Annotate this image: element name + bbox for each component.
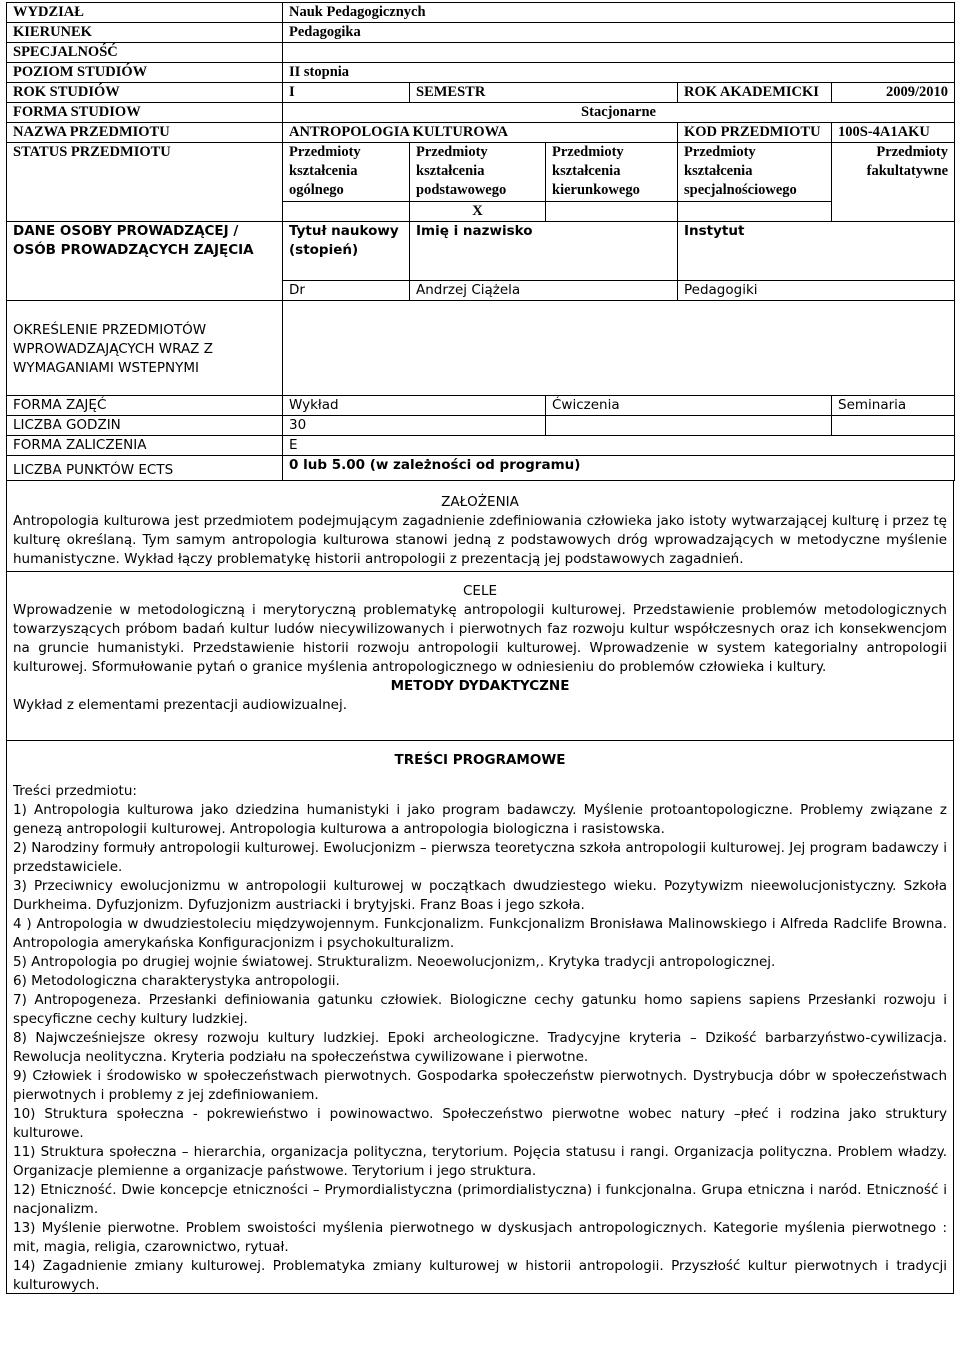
nazwa-value: ANTROPOLOGIA KULTUROWA (283, 123, 678, 143)
tresci-item-9: 9) Człowiek i środowisko w społeczeństwach pierwotnych. Gospodarka społeczeństw pierwotnych. Dystrybucja dóbr w społeczeństwach pierwotnych i problemy z jej zdefiniowaniem. (13, 1068, 947, 1103)
metody-title: METODY DYDAKTYCZNE (390, 678, 570, 694)
zaliczenia-label: FORMA ZALICZENIA (7, 436, 283, 456)
kod-label: KOD PRZEDMIOTU (678, 123, 832, 143)
cwiczenia-label: Ćwiczenia (546, 396, 832, 416)
wydzial-value: Nauk Pedagogicznych (283, 3, 955, 23)
imie-value: Andrzej Ciążela (410, 281, 678, 301)
wyklad-label: Wykład (283, 396, 546, 416)
tresci-item-14: 14) Zagadnienie zmiany kulturowej. Problematyka zmiany kulturowej w historii antropologii. Przyszłość kultur pierwotnych i tradycji kulturowych. (13, 1258, 947, 1293)
status-specjalnosciowe: Przedmioty kształcenia specjalnościowego (678, 143, 832, 202)
poziom-label: POZIOM STUDIÓW (7, 63, 283, 83)
tresci-item-6: 6) Metodologiczna charakterystyka antropologii. (13, 973, 340, 989)
forma-zajec-label: FORMA ZAJĘĆ (7, 396, 283, 416)
tresci-item-11: 11) Struktura społeczna – hierarchia, organizacja polityczna, terytorium. Pojęcia statusu i rangi. Organizacja polityczna. Problem władzy. Organizacje plemienne a organizacje państwowe. Terytorium i jego struktura. (13, 1144, 947, 1179)
tresci-item-4: 4 ) Antropologia w dwudziestoleciu międzywojennym. Funkcjonalizm. Funkcjonalizm Bronisława Malinowskiego i Alfreda Radclife Browna. Antropologia amerykańska Konfiguracjonizm i psychokulturalizm. (13, 916, 947, 951)
osoby-label: DANE OSOBY PROWADZĄCEJ / OSÓB PROWADZĄCYCH ZAJĘCIA (7, 222, 283, 301)
kierunek-label: KIERUNEK (7, 23, 283, 43)
rok-akad-value: 2009/2010 (832, 83, 955, 103)
wydzial-label: WYDZIAŁ (7, 3, 283, 23)
okreslenie-label: OKREŚLENIE PRZEDMIOTÓW WPROWADZAJĄCYCH WRAZ Z WYMAGANIAMI WSTEPNYMI (7, 301, 283, 396)
tresci-item-3: 3) Przeciwnicy ewolucjonizmu w antropologii kulturowej w początkach dwudziestego wieku. Pozytywizm nieewolucjonistyczny. Szkoła Durkheima. Dyfuzjonizm. Dyfuzjonizm austriacki i brytyjski. Franz Boas i jego szkoła. (13, 878, 947, 913)
instytut-value: Pedagogiki (678, 281, 955, 301)
tytul-label: Tytuł naukowy (stopień) (283, 222, 410, 281)
godzin-value: 30 (283, 416, 546, 436)
tresci-item-8: 8) Najwcześniejsze okresy rozwoju kultury ludzkiej. Epoki archeologiczne. Tradycyjne kryteria – Dzikość barbarzyństwo-cywilizacja. Rewolucja neolityczna. Kryteria podziału na społeczeństwa cywilizowane i pierwotne. (13, 1030, 947, 1065)
tresci-item-2: 2) Narodziny formuły antropologii kulturowej. Ewolucjonizm – pierwsza teoretyczna szkoła antropologii kulturowej. Jej program badawczy i przedstawiciele. (13, 840, 947, 875)
ects-label: LICZBA PUNKTÓW ECTS (7, 456, 283, 481)
semestr-label: SEMESTR (410, 83, 678, 103)
zalozenia-section (6, 481, 954, 572)
kod-value: 100S-4A1AKU (832, 123, 955, 143)
rok-value: I (283, 83, 410, 103)
ects-value: 0 lub 5.00 (w zależności od programu) (283, 456, 955, 481)
cele-text: Wprowadzenie w metodologiczną i merytoryczną problematykę antropologii kulturowej. Przedstawienie problemów metodologicznych towarzyszących próbom badań kultur ludów niecywilizowanych i pierwotnych faz rozwoju kultur współczesnych oraz ich konsekwencjom na gruncie humanistyki. Przedstawienie historii rozwoju antropologii kulturowej. Wprowadzenie w system kategorialny antropologii kulturowej. Sformułowanie pytań o granice myślenia antropologicznego w odniesieniu do problemów człowieka i kultury. (13, 602, 947, 675)
rok-label: ROK STUDIÓW (7, 83, 283, 103)
tresci-item-10: 10) Struktura społeczna - pokrewieństwo i powinowactwo. Społeczeństwo pierwotne wobec natury –płeć i rodzina jako struktury kulturowe. (13, 1106, 947, 1141)
cele-section (6, 572, 954, 741)
tresci-item-5: 5) Antropologia po drugiej wojnie światowej. Strukturalizm. Neoewolucjonizm,. Krytyka tradycji antropologicznej. (13, 954, 776, 970)
status-label: STATUS PRZEDMIOTU (7, 143, 283, 222)
status-ogolne: Przedmioty kształcenia ogólnego (283, 143, 410, 202)
tresci-item-13: 13) Myślenie pierwotne. Problem swoistości myślenia pierwotnego w dyskusjach antropologicznych. Kategorie myślenia pierwotnego : mit, magia, religia, czarownictwo, rytuał. (13, 1220, 947, 1255)
tresci-item-12: 12) Etniczność. Dwie koncepcje etniczności – Prymordialistyczna (primordialistyczna) i funkcjonalna. Grupa etniczna i naród. Etniczność i nacjonalizm. (13, 1182, 947, 1217)
tytul-value: Dr (283, 281, 410, 301)
zalozenia-title: ZAŁOŻENIA (441, 494, 519, 510)
tresci-title: TREŚCI PROGRAMOWE (394, 752, 566, 768)
zalozenia-text: Antropologia kulturowa jest przedmiotem podejmującym zagadnienie zdefiniowania człowieka jako istoty wytwarzającej kulturę i przez tę kulturę określaną. Tym samym antropologia kulturowa stanowi jedną z podstawowych dróg wprowadzających w metodyczne myślenie humanistyczne. Wykład łączy problematykę historii antropologii z prezentacją jej podstawowych zagadnień. (13, 513, 947, 567)
seminaria-label: Seminaria (832, 396, 955, 416)
nazwa-label: NAZWA PRZEDMIOTU (7, 123, 283, 143)
status-fakultatywne: Przedmioty fakultatywne (832, 143, 955, 222)
kierunek-value: Pedagogika (283, 23, 955, 43)
status-podstawowe: Przedmioty kształcenia podstawowego (410, 143, 546, 202)
godzin-label: LICZBA GODZIN (7, 416, 283, 436)
zaliczenia-value: E (283, 436, 955, 456)
tresci-intro: Treści przedmiotu: (13, 783, 137, 799)
specjalnosc-label: SPECJALNOŚĆ (7, 43, 283, 63)
status-kierunkowe: Przedmioty kształcenia kierunkowego (546, 143, 678, 202)
metody-text: Wykład z elementami prezentacji audiowizualnej. (13, 697, 348, 713)
forma-studiow-label: FORMA STUDIOW (7, 103, 283, 123)
instytut-label: Instytut (678, 222, 955, 281)
imie-label: Imię i nazwisko (410, 222, 678, 281)
syllabus-page (6, 2, 954, 1294)
header-table (6, 2, 955, 481)
tresci-item-7: 7) Antropogeneza. Przesłanki definiowania gatunku człowiek. Biologiczne cechy gatunku homo sapiens sapiens Przesłanki rozwoju i specyficzne cechy kultury ludzkiej. (13, 992, 947, 1027)
status-mark: X (410, 202, 546, 222)
forma-studiow-value: Stacjonarne (283, 103, 955, 123)
specjalnosc-value (283, 43, 955, 63)
poziom-value: II stopnia (283, 63, 955, 83)
tresci-item-1: 1) Antropologia kulturowa jako dziedzina humanistyki i jako program badawczy. Myślenie protoantopologiczne. Problemy związane z genezą antropologii kulturowej. Antropologia kulturowa a antropologia biologiczna i rasistowska. (13, 802, 947, 837)
rok-akad-label: ROK AKADEMICKI (678, 83, 832, 103)
tresci-section (6, 741, 954, 1294)
cele-title: CELE (462, 583, 497, 599)
